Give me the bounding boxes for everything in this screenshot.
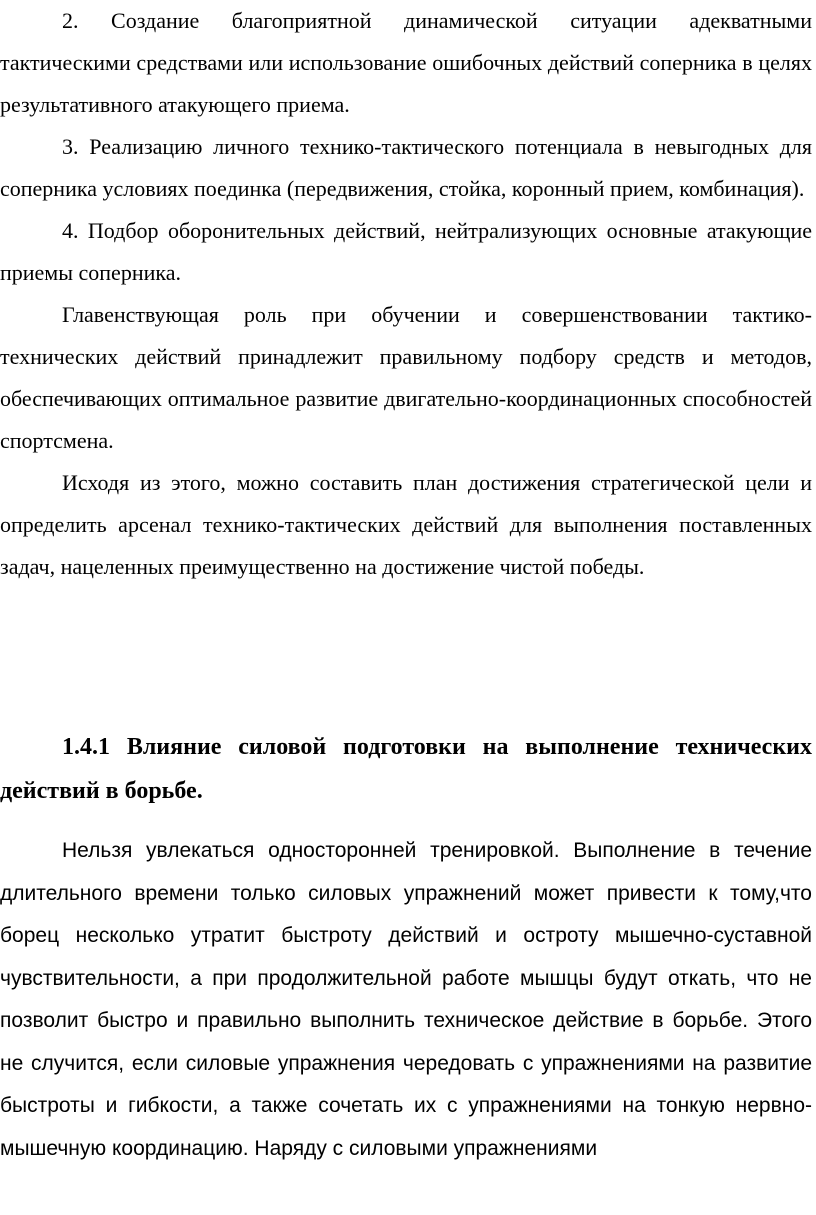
- paragraph-item-2: 2. Создание благоприятной динамической ситуации адекватными тактическими средствами или использование ошибочных действий соперника в целях результативного атакующего приема.: [0, 8, 812, 117]
- paragraph-item-4: 4. Подбор оборонительных действий, нейтрализующих основные атакующие приемы соперника.: [0, 218, 812, 285]
- section-body-paragraph: Нельзя увлекаться односторонней тренировкой. Выполнение в течение длительного времени только силовых упражнений может привести к тому,что борец несколько утратит быстроту действий и остроту мышечно-суставной чувствительности, а при продолжительной работе мышцы будут откать, что не позволит быстро и правильно выполнить техническое действие в борьбе. Этого не случится, если силовые упражнения чередовать с упражнениями на развитие быстроты и гибкости, а также сочетать их с упражнениями на тонкую нервно-мышечную координацию. Наряду с силовыми упражнениями: [0, 839, 812, 1160]
- paragraph-item-3: 3. Реализацию личного технико-тактического потенциала в невыгодных для соперника условиях поединка (передвижения, стойка, коронный прием, комбинация).: [0, 134, 812, 201]
- paragraph-strategic-plan: Исходя из этого, можно составить план достижения стратегической цели и определить арсенал технико-тактических действий для выполнения поставленных задач, нацеленных преимущественно на достижение чистой победы.: [0, 470, 812, 579]
- intro-text-block: [0, 0, 812, 588]
- section-heading: 1.4.1 Влияние силовой подготовки на выполнение технических действий в борьбе.: [0, 734, 812, 804]
- paragraph-main-role: Главенствующая роль при обучении и совершенствовании тактико-технических действий принадлежит правильному подбору средств и методов, обеспечивающих оптимальное развитие двигательно-координационных способностей спортсмена.: [0, 302, 812, 453]
- section-body-block: [0, 830, 812, 1170]
